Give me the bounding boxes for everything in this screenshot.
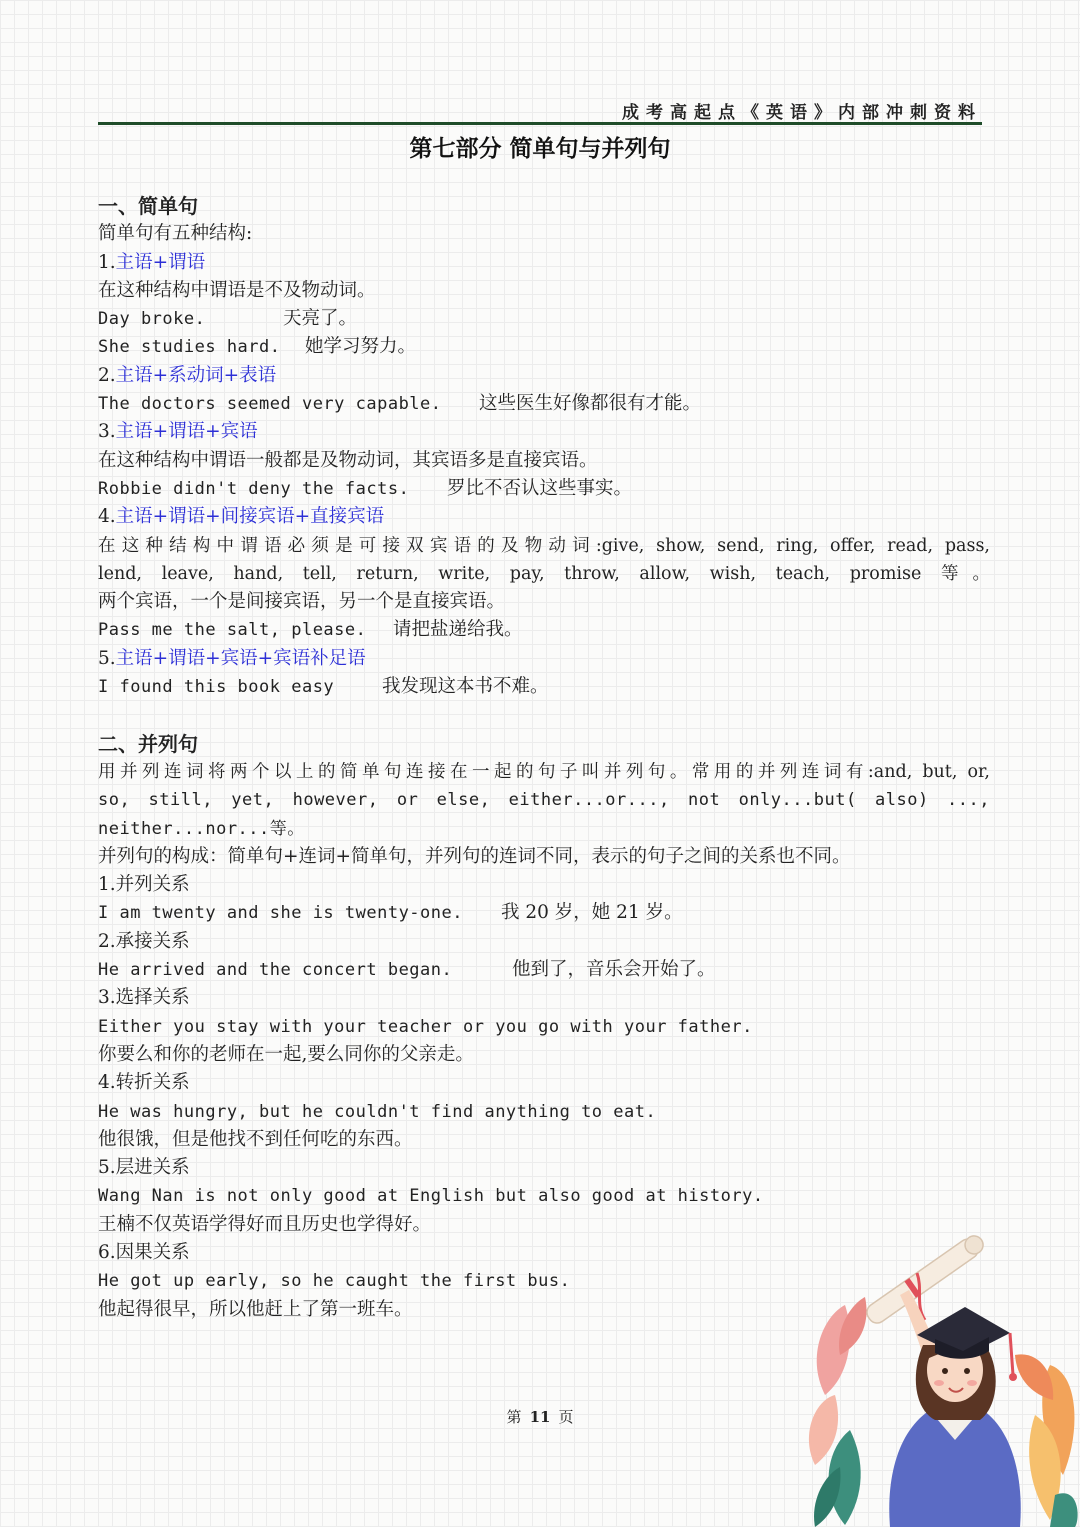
structure-label: 主语+谓语+宾语 [115, 421, 258, 443]
example-en: He got up early, so he caught the first bus. [98, 1271, 571, 1292]
relation-heading: 4.转折关系 [98, 1072, 190, 1094]
paragraph: lend, leave, hand, tell, return, write, pay, throw, allow, wish, teach, promise 等。 [98, 563, 990, 584]
example: She studies hard. 她学习努力。 [98, 336, 417, 358]
example-en: He was hungry, but he couldn't find anything to eat. [98, 1101, 657, 1122]
structure-heading: 3.主语+谓语+宾语 [98, 421, 258, 443]
page-title: 第七部分 简单句与并列句 [409, 135, 671, 162]
paragraph: 在这种结构中谓语是不及物动词。 [98, 279, 376, 301]
example: I found this book easy 我发现这本书不难。 [98, 676, 549, 698]
page-number: 第 11 页 [506, 1408, 574, 1426]
example: Pass me the salt, please. 请把盐递给我。 [98, 619, 523, 641]
example: Robbie didn't deny the facts. 罗比不否认这些事实。 [98, 477, 633, 499]
paragraph: neither...nor...等。 [98, 818, 305, 839]
section-heading-simple: 一、简单句 [98, 194, 198, 218]
example-cn: 他起得很早，所以他赶上了第一班车。 [98, 1298, 413, 1320]
paragraph: 简单句有五种结构: [98, 223, 253, 245]
paragraph: 两个宾语，一个是间接宾语，另一个是直接宾语。 [98, 591, 506, 613]
structure-label: 主语+系动词+表语 [115, 364, 277, 386]
structure-label: 主语+谓语+宾语+宾语补足语 [115, 647, 366, 669]
relation-heading: 2.承接关系 [98, 930, 190, 952]
example-cn: 你要么和你的老师在一起,要么同你的父亲走。 [98, 1043, 474, 1065]
example-cn: 他很饿，但是他找不到任何吃的东西。 [98, 1128, 413, 1150]
example: I am twenty and she is twenty-one. 我 20 岁，她 21 岁。 [98, 902, 683, 924]
graduate-girl-illustration [805, 1235, 1080, 1527]
relation-heading: 1.并列关系 [98, 874, 190, 896]
relation-heading: 6.因果关系 [98, 1241, 190, 1263]
structure-label: 主语+谓语+间接宾语+直接宾语 [115, 506, 385, 528]
spacer [98, 701, 990, 729]
structure-heading: 5.主语+谓语+宾语+宾语补足语 [98, 647, 366, 669]
example: Day broke. 天亮了。 [98, 308, 358, 330]
section-heading-compound: 二、并列句 [98, 731, 198, 756]
relation-heading: 3.选择关系 [98, 987, 190, 1009]
relation-heading: 5.层进关系 [98, 1157, 190, 1179]
paragraph: so, still, yet, however, or else, either...or..., not only...but( also) ..., [98, 790, 990, 811]
paragraph: 在这种结构中谓语必须是可接双宾语的及物动词:give, show, send, ring, offer, read, pass, [98, 535, 990, 556]
example-en: Either you stay with your teacher or you go with your father. [98, 1016, 753, 1037]
structure-heading: 1.主语+谓语 [98, 251, 206, 273]
structure-heading: 2.主语+系动词+表语 [98, 364, 277, 386]
paragraph: 用并列连词将两个以上的简单句连接在一起的句子叫并列句。常用的并列连词有:and, but, or, [98, 761, 990, 782]
structure-heading: 4.主语+谓语+间接宾语+直接宾语 [98, 506, 385, 528]
example: The doctors seemed very capable. 这些医生好像都很有才能。 [98, 393, 702, 415]
example-cn: 王楠不仅英语学得好而且历史也学得好。 [98, 1213, 432, 1235]
header-text: 成考高起点《英语》内部冲刺资料 [622, 103, 982, 123]
page-header [98, 96, 982, 125]
structure-label: 主语+谓语 [115, 251, 206, 273]
example-en: Wang Nan is not only good at English but also good at history. [98, 1186, 764, 1207]
paragraph: 并列句的构成：简单句+连词+简单句，并列句的连词不同，表示的句子之间的关系也不同。 [98, 845, 851, 867]
paragraph: 在这种结构中谓语一般都是及物动词，其宾语多是直接宾语。 [98, 449, 598, 471]
document-body [98, 192, 990, 1324]
example: He arrived and the concert began. 他到了，音乐会开始了。 [98, 959, 716, 981]
